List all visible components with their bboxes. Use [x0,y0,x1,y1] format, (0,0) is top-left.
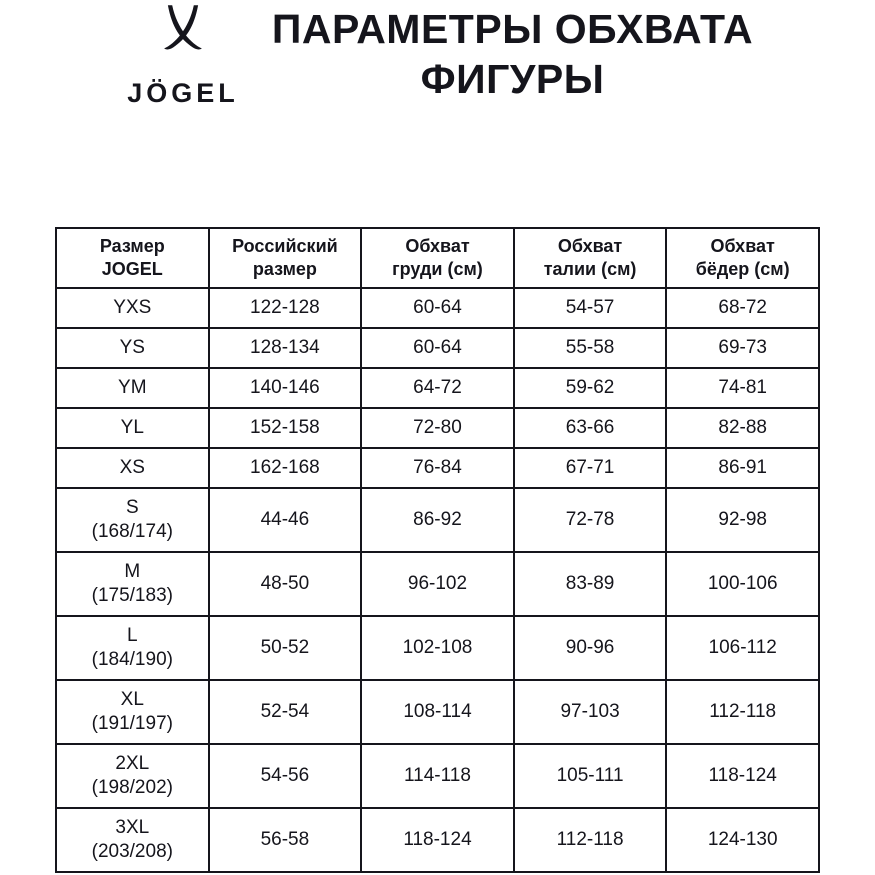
cell-jogel-size [56,408,209,448]
table-row [56,744,819,808]
cell-waist: 54-57 [514,288,667,328]
cell-russian-size: 152-158 [209,408,362,448]
cell-chest: 114-118 [361,744,514,808]
cell-waist: 59-62 [514,368,667,408]
jogel-size-label: S [125,497,139,518]
cell-waist: 72-78 [514,488,667,552]
cell-russian-size: 140-146 [209,368,362,408]
cell-jogel-size [56,488,209,552]
cell-hips: 74-81 [666,368,819,408]
jogel-size-label: YM [118,377,147,398]
brand-logo [118,0,248,109]
cell-russian-size: 56-58 [209,808,362,872]
cell-jogel-size [56,288,209,328]
jogel-size-height-note: (191/197) [91,713,173,734]
column-header-line: талии (см) [543,259,637,279]
cell-chest: 108-114 [361,680,514,744]
cell-hips: 82-88 [666,408,819,448]
page-title-line-2: ФИГУРЫ [420,56,605,102]
cell-hips: 68-72 [666,288,819,328]
cell-waist: 90-96 [514,616,667,680]
column-header-line: Обхват [557,236,623,256]
cell-jogel-size [56,448,209,488]
cell-waist: 67-71 [514,448,667,488]
cell-russian-size: 52-54 [209,680,362,744]
column-header-0 [56,228,209,288]
cell-hips: 92-98 [666,488,819,552]
jogel-size-label: 3XL [115,817,150,838]
cell-chest: 72-80 [361,408,514,448]
cell-waist: 83-89 [514,552,667,616]
table-row [56,448,819,488]
column-header-line: Размер [99,236,165,256]
jogel-size-label: YS [119,337,145,358]
cell-hips: 106-112 [666,616,819,680]
cell-chest: 118-124 [361,808,514,872]
table-row [56,408,819,448]
jogel-size-height-note: (168/174) [91,521,173,542]
cell-hips: 69-73 [666,328,819,368]
cell-jogel-size [56,808,209,872]
cell-chest: 64-72 [361,368,514,408]
table-row [56,328,819,368]
column-header-4 [666,228,819,288]
page-title [250,4,775,104]
cell-hips: 124-130 [666,808,819,872]
brand-wordmark: JÖGEL [127,78,239,108]
column-header-line: Обхват [710,236,775,256]
cell-jogel-size [56,368,209,408]
size-table-head [56,228,819,288]
size-table [55,227,820,873]
cell-waist: 55-58 [514,328,667,368]
cell-jogel-size [56,328,209,368]
cell-waist: 63-66 [514,408,667,448]
jogel-size-label: M [124,561,141,582]
jogel-size-height-note: (203/208) [91,841,173,862]
table-row [56,288,819,328]
cell-russian-size: 44-46 [209,488,362,552]
cell-waist: 112-118 [514,808,667,872]
column-header-line: бёдер (см) [695,259,790,279]
table-header-row [56,228,819,288]
cell-hips: 86-91 [666,448,819,488]
jogel-size-height-note: (198/202) [91,777,173,798]
table-row [56,808,819,872]
cell-russian-size: 48-50 [209,552,362,616]
column-header-1 [209,228,362,288]
cell-jogel-size [56,744,209,808]
size-table-body [56,288,819,872]
cell-jogel-size [56,680,209,744]
cell-chest: 76-84 [361,448,514,488]
column-header-line: Обхват [405,236,470,256]
cell-russian-size: 162-168 [209,448,362,488]
column-header-2 [361,228,514,288]
table-row [56,368,819,408]
column-header-3 [514,228,667,288]
cell-russian-size: 50-52 [209,616,362,680]
cell-waist: 105-111 [514,744,667,808]
jogel-size-label: XL [120,689,144,710]
jogel-size-label: YXS [113,297,152,318]
column-header-line: размер [252,259,317,279]
cell-chest: 102-108 [361,616,514,680]
cell-chest: 96-102 [361,552,514,616]
jogel-size-label: 2XL [115,753,150,774]
cell-hips: 118-124 [666,744,819,808]
cell-jogel-size [56,552,209,616]
cell-jogel-size [56,616,209,680]
cell-russian-size: 54-56 [209,744,362,808]
cell-hips: 112-118 [666,680,819,744]
jogel-size-label: YL [120,417,144,438]
page-title-line-1: ПАРАМЕТРЫ ОБХВАТА [271,6,754,52]
cell-russian-size: 128-134 [209,328,362,368]
column-header-line: Российский [232,236,338,256]
column-header-line: груди (см) [392,259,483,279]
cell-russian-size: 122-128 [209,288,362,328]
jogel-size-height-note: (184/190) [91,649,173,670]
jogel-size-label: XS [119,457,145,478]
jogel-size-label: L [127,625,138,646]
jogel-size-height-note: (175/183) [91,585,173,606]
table-row [56,616,819,680]
cell-chest: 86-92 [361,488,514,552]
cell-chest: 60-64 [361,288,514,328]
cell-chest: 60-64 [361,328,514,368]
jogel-horns-icon [156,0,210,70]
cell-hips: 100-106 [666,552,819,616]
cell-waist: 97-103 [514,680,667,744]
table-row [56,552,819,616]
table-row [56,680,819,744]
column-header-line: JOGEL [101,259,163,279]
table-row [56,488,819,552]
